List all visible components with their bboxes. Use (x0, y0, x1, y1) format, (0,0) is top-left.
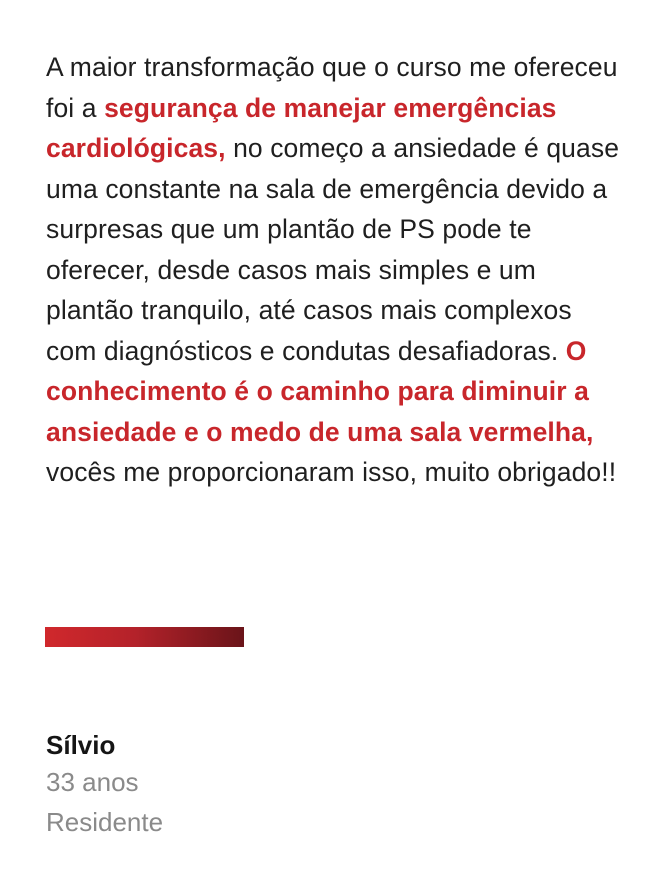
quote-text-3: vocês me proporcionaram isso, muito obrigado!! (46, 457, 617, 487)
quote-highlight-1: segurança de manejar emergências cardiológicas, (46, 92, 557, 163)
author-role: Residente (46, 807, 164, 837)
quote-text-1: A maior transformação que o curso me ofereceu foi a (46, 52, 618, 123)
author-block (46, 729, 163, 842)
testimonial-quote (46, 47, 626, 493)
author-age: 33 anos (46, 767, 139, 797)
quote-highlight-2: O conhecimento é o caminho para diminuir a ansiedade e o medo de uma sala vermelha, (46, 335, 594, 447)
author-name: Sílvio (46, 730, 116, 760)
quote-text-2: no começo a ansiedade é quase uma constante na sala de emergência devido a surpresas que um plantão de PS pode te oferecer, desde casos mais simples e um plantão tranquilo, até casos mais complexos com diagnósticos e condutas desafiadoras. (46, 133, 620, 366)
accent-divider (45, 627, 244, 647)
